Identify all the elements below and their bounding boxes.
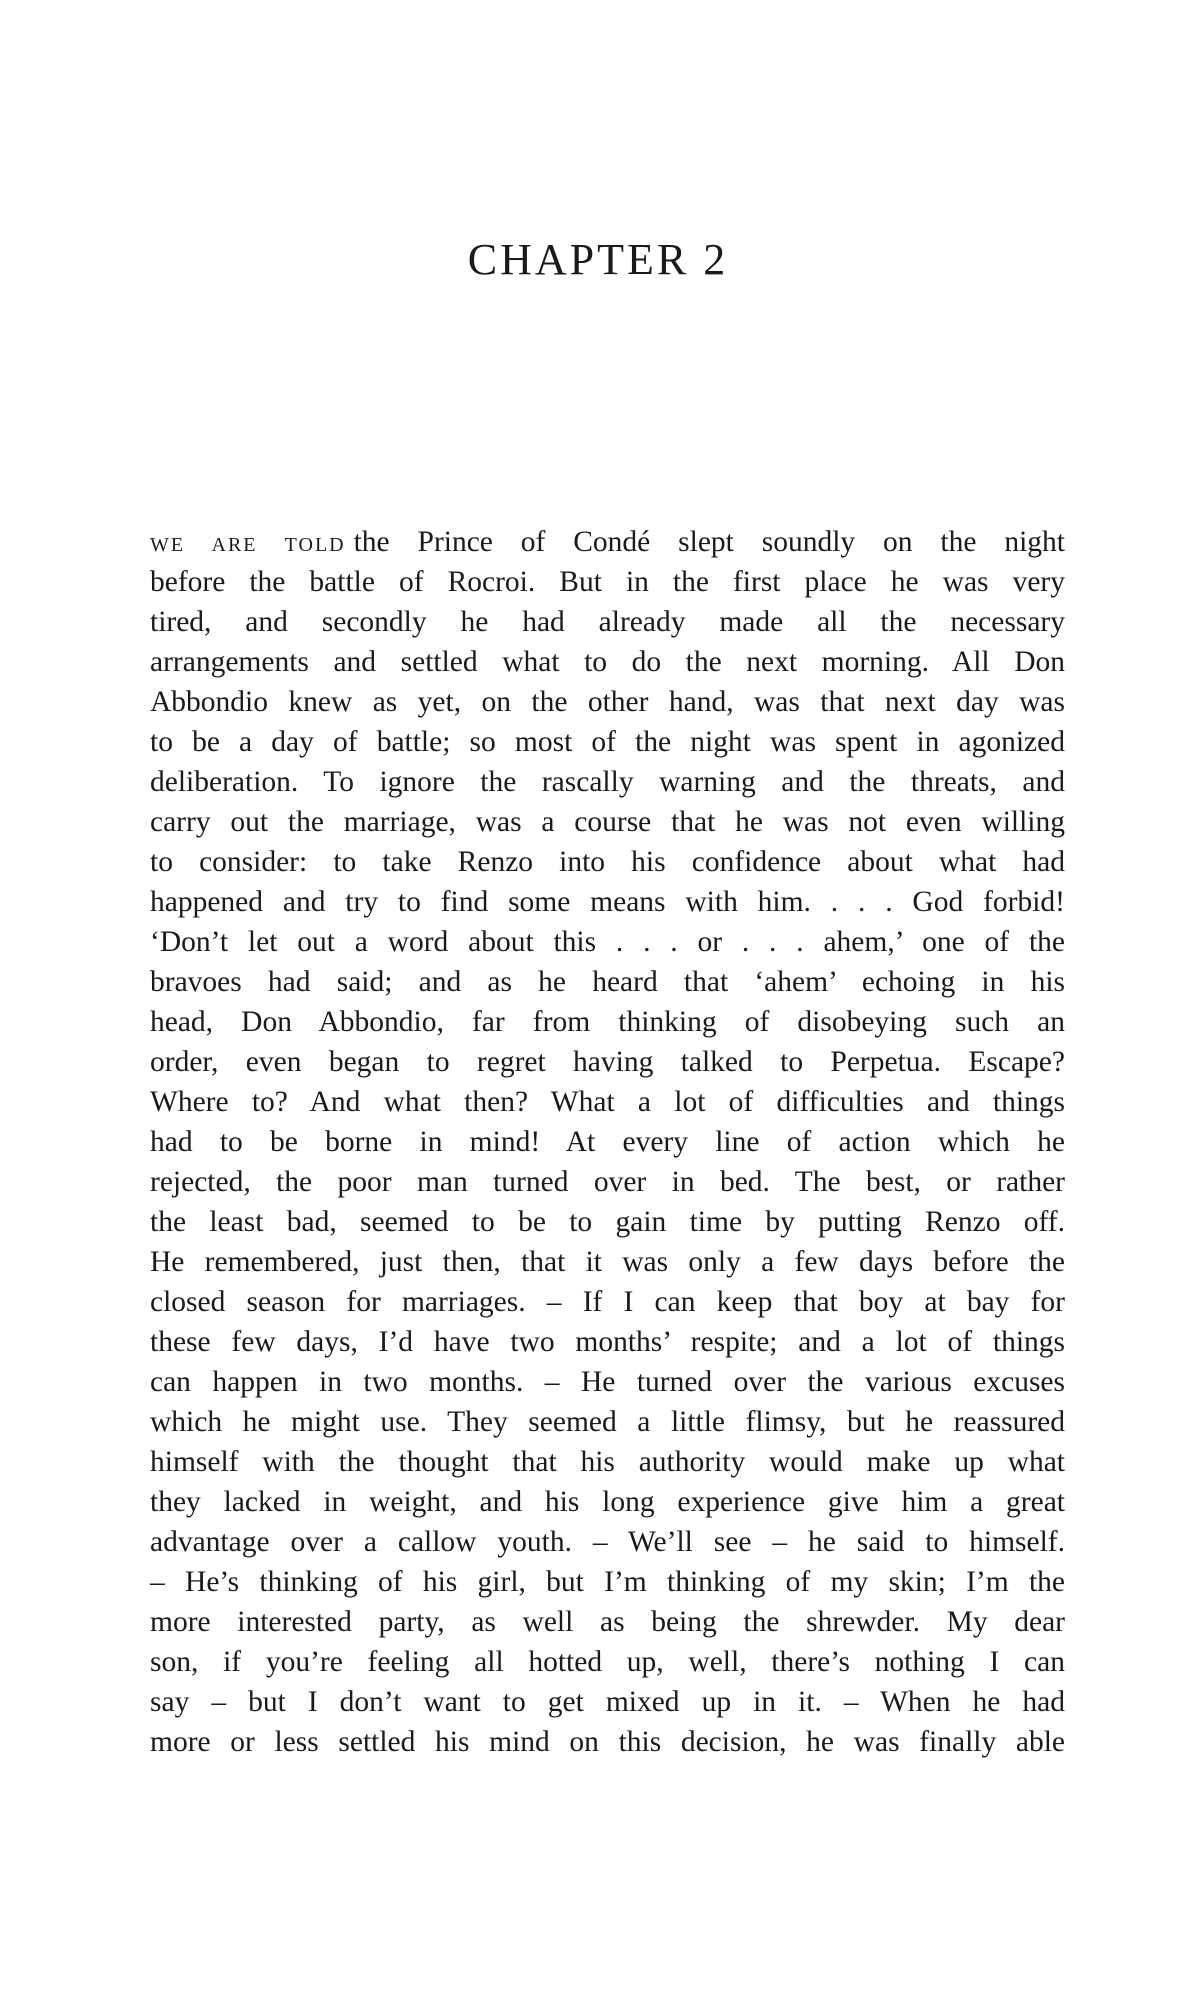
text-line: to consider: to take Renzo into his confidence about what had	[150, 846, 1065, 878]
text-line: ‘Don’t let out a word about this . . . or . . . ahem,’ one of the	[150, 926, 1065, 958]
text-line: closed season for marriages. – If I can keep that boy at bay for	[150, 1286, 1065, 1318]
text-line: deliberation. To ignore the rascally warning and the threats, and	[150, 766, 1065, 798]
text-line: before the battle of Rocroi. But in the first place he was very	[150, 566, 1065, 598]
text-line: these few days, I’d have two months’ respite; and a lot of things	[150, 1326, 1065, 1358]
text-line: can happen in two months. – He turned over the various excuses	[150, 1366, 1065, 1398]
text-line: which he might use. They seemed a little flimsy, but he reassured	[150, 1406, 1065, 1438]
text-line: Abbondio knew as yet, on the other hand, was that next day was	[150, 686, 1065, 718]
body-paragraph	[150, 522, 1065, 1762]
text-line: had to be borne in mind! At every line of action which he	[150, 1126, 1065, 1158]
text-line: Where to? And what then? What a lot of difficulties and things	[150, 1086, 1065, 1118]
text-line: carry out the marriage, was a course that he was not even willing	[150, 806, 1065, 838]
text-line: the least bad, seemed to be to gain time by putting Renzo off.	[150, 1206, 1065, 1238]
text-line: tired, and secondly he had already made all the necessary	[150, 606, 1065, 638]
text-line: advantage over a callow youth. – We’ll see – he said to himself.	[150, 1526, 1065, 1558]
text-line: happened and try to find some means with him. . . . God forbid!	[150, 886, 1065, 918]
text-line: rejected, the poor man turned over in bed. The best, or rather	[150, 1166, 1065, 1198]
text-line: say – but I don’t want to get mixed up in it. – When he had	[150, 1686, 1065, 1718]
text-line: arrangements and settled what to do the next morning. All Don	[150, 646, 1065, 678]
opening-smallcaps: WE ARE TOLD	[150, 534, 346, 556]
text-line: He remembered, just then, that it was only a few days before the	[150, 1246, 1065, 1278]
text-line: son, if you’re feeling all hotted up, well, there’s nothing I can	[150, 1646, 1065, 1678]
chapter-title: CHAPTER 2	[467, 235, 729, 284]
text-line: – He’s thinking of his girl, but I’m thinking of my skin; I’m the	[150, 1566, 1065, 1598]
text-line: they lacked in weight, and his long experience give him a great	[150, 1486, 1065, 1518]
text-line: bravoes had said; and as he heard that ‘ahem’ echoing in his	[150, 966, 1065, 998]
text-line: more or less settled his mind on this decision, he was finally able	[150, 1726, 1065, 1758]
text-line: to be a day of battle; so most of the night was spent in agonized	[150, 726, 1065, 758]
text-line: more interested party, as well as being the shrewder. My dear	[150, 1606, 1065, 1638]
text-line: order, even began to regret having talked to Perpetua. Escape?	[150, 1046, 1065, 1078]
text-line-1: WE ARE TOLD the Prince of Condé slept soundly on the night	[150, 526, 1065, 558]
text-line: himself with the thought that his authority would make up what	[150, 1446, 1065, 1478]
text-line: head, Don Abbondio, far from thinking of disobeying such an	[150, 1006, 1065, 1038]
